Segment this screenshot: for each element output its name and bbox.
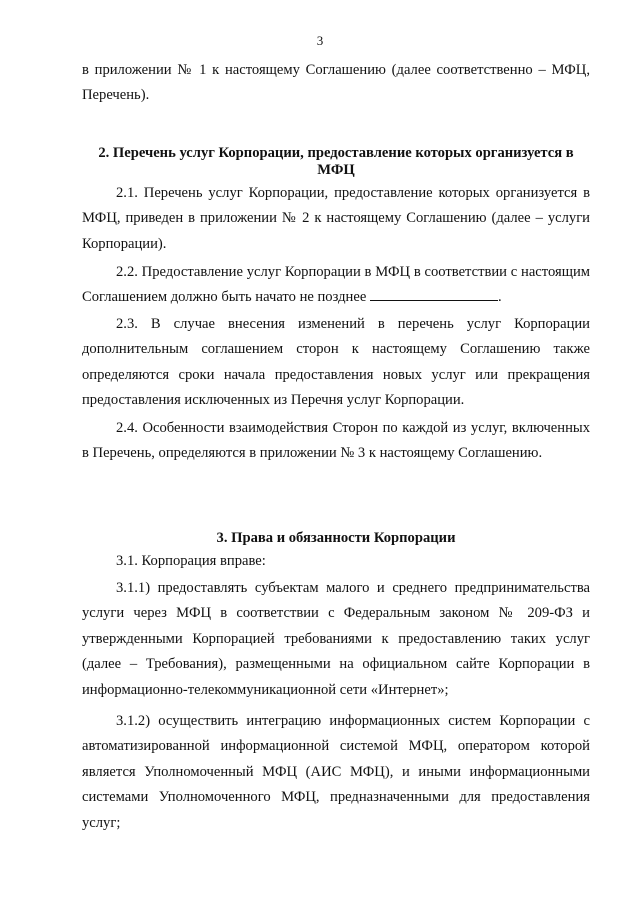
paragraph-2-2-text: 2.2. Предоставление услуг Корпорации в МФЦ в соответствии с настоящим Соглашением должно быть начато не позднее [82, 264, 590, 306]
date-blank-line [370, 288, 498, 301]
paragraph-2-2-end: . [497, 289, 502, 306]
paragraph-3-1: 3.1. Корпорация вправе: [116, 553, 266, 569]
section-3-heading: 3. Права и обязанности Корпорации [216, 530, 456, 546]
paragraph-2-3: 2.3. В случае внесения изменений в перечень услуг Корпорации дополнительным соглашением сторон к настоящему Соглашению также определяются сроки начала предоставления новых услуг или прекращения предоставления исключенных из Перечня услуг Корпорации. [82, 316, 590, 409]
paragraph-2-1: 2.1. Перечень услуг Корпорации, предоставление которых организуется в МФЦ, приведен в приложении № 2 к настоящему Соглашению (далее – услуги Корпорации). [82, 185, 590, 252]
section-2-heading: 2. Перечень услуг Корпорации, предоставление которых организуется в МФЦ [98, 145, 574, 178]
paragraph-3-1-1: 3.1.1) предоставлять субъектам малого и среднего предпринимательства услуги через МФЦ в соответствии с Федеральным законом № 209-ФЗ и утвержденными Корпорацией требованиями к предоставлению таких услуг (далее – Требования), размещенными на официальном сайте Корпорации в информационно-телекоммуникационной сети «Интернет»; [82, 580, 590, 698]
paragraph-2-4: 2.4. Особенности взаимодействия Сторон по каждой из услуг, включенных в Перечень, определяются в приложении № 3 к настоящему Соглашению. [82, 420, 590, 462]
paragraph-3-1-2: 3.1.2) осуществить интеграцию информационных систем Корпорации с автоматизированной информационной системой МФЦ, оператором которой является Уполномоченный МФЦ (АИС МФЦ), и иными информационными системами Уполномоченного МФЦ, предназначенными для предоставления услуг; [82, 713, 590, 831]
paragraph-2-2 [82, 260, 590, 311]
intro-paragraph: в приложении № 1 к настоящему Соглашению (далее соответственно – МФЦ, Перечень). [82, 62, 590, 104]
page-number: 3 [316, 33, 324, 48]
